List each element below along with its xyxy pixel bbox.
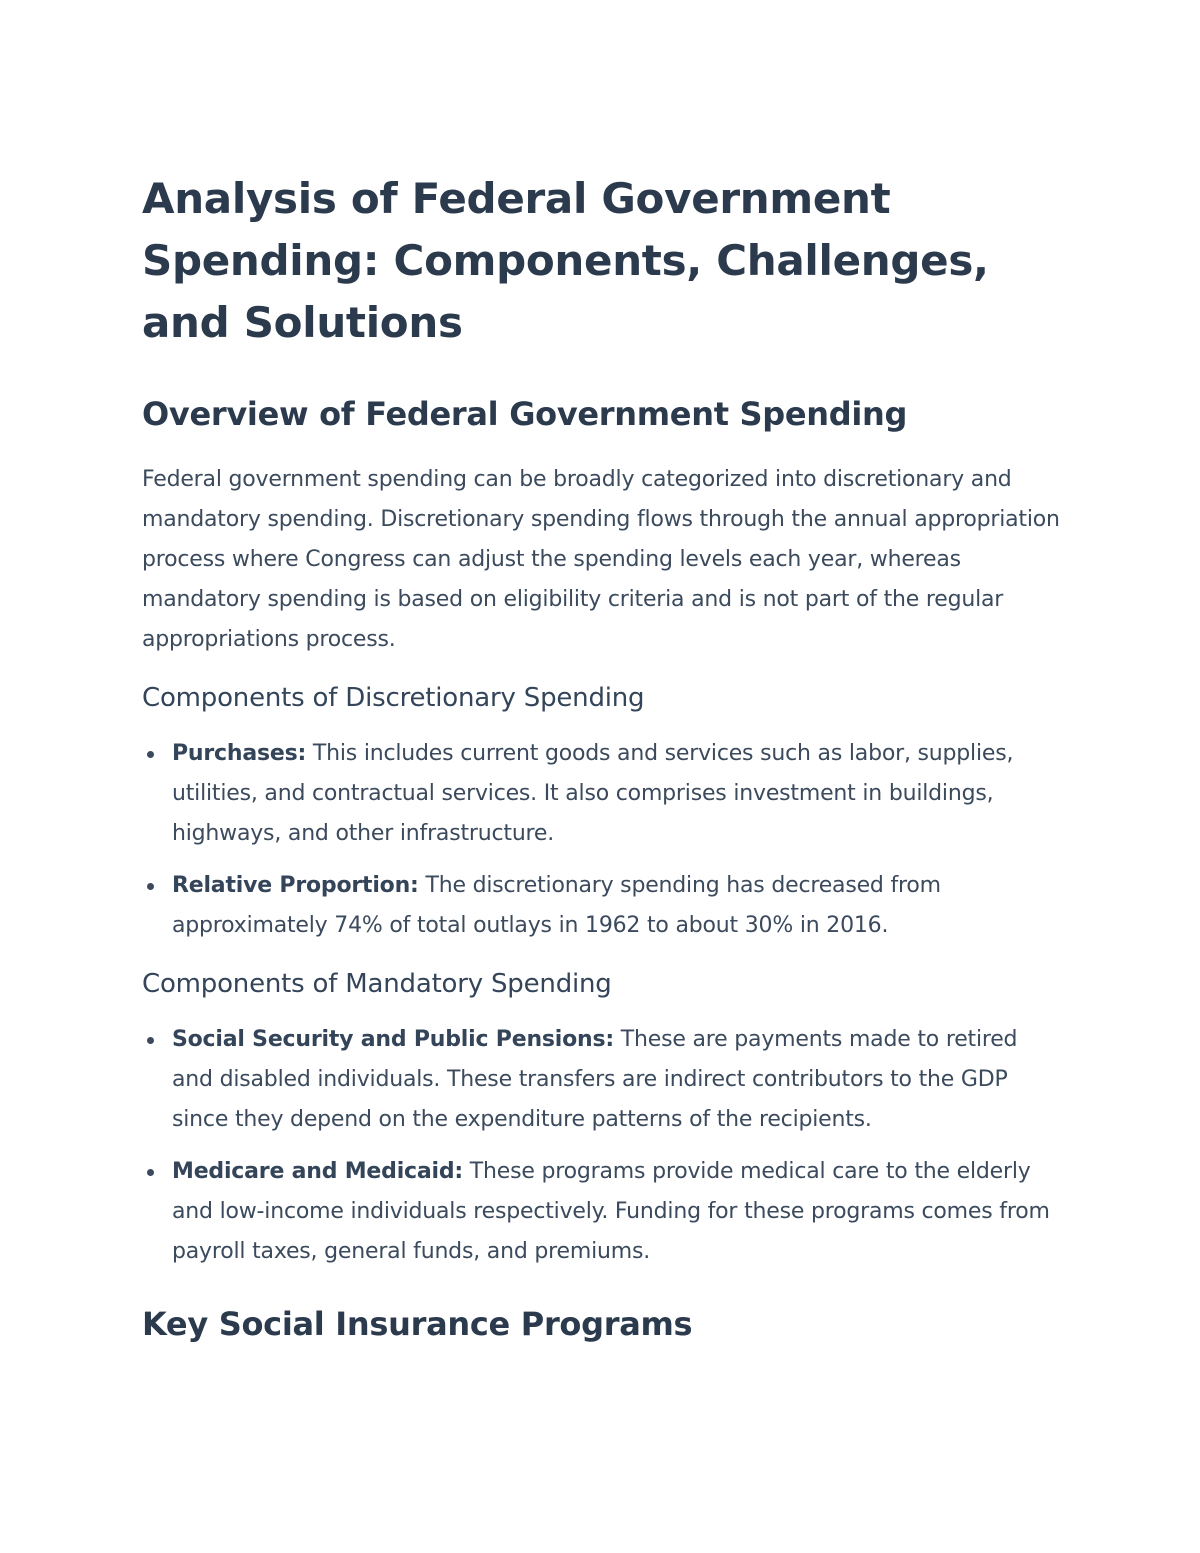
list-item-term: Medicare and Medicaid: — [172, 1159, 464, 1184]
document-page — [142, 168, 1062, 1346]
list-item-text: These are payments made to retired and disabled individuals. These transfers are indirect contributors to the GDP since they depend on the expenditure patterns of the recipients. — [172, 1027, 1018, 1132]
list-item — [172, 866, 1062, 946]
list-item — [172, 734, 1062, 854]
list-item — [172, 1152, 1062, 1272]
list-item-text: The discretionary spending has decreased from approximately 74% of total outlays in 1962 to about 30% in 2016. — [172, 873, 941, 938]
list-item-text: This includes current goods and services such as labor, supplies, utilities, and contractual services. It also comprises investment in buildings, highways, and other infrastructure. — [172, 741, 1014, 846]
subheading-discretionary: Components of Discretionary Spending — [142, 683, 645, 713]
subheading-mandatory: Components of Mandatory Spending — [142, 969, 612, 999]
overview-paragraph: Federal government spending can be broadly categorized into discretionary and mandatory spending. Discretionary spending flows through the annual appropriation process where Congress can adjust the spending levels each year, whereas mandatory spending is based on eligibility criteria and is not part of the regular appropriations process. — [142, 467, 1060, 652]
document-title: Analysis of Federal Government Spending: Components, Challenges, and Solutions — [142, 174, 989, 347]
list-item-term: Purchases: — [172, 741, 307, 766]
list-item-term: Social Security and Public Pensions: — [172, 1027, 615, 1052]
mandatory-list — [142, 1020, 1062, 1272]
discretionary-list — [142, 734, 1062, 946]
section-heading-overview: Overview of Federal Government Spending — [142, 395, 908, 433]
list-item-term: Relative Proportion: — [172, 873, 419, 898]
list-item — [172, 1020, 1062, 1140]
section-heading-social-insurance: Key Social Insurance Programs — [142, 1305, 693, 1343]
list-item-text: These programs provide medical care to the elderly and low-income individuals respectively. Funding for these programs comes from payroll taxes, general funds, and premiums. — [172, 1159, 1050, 1264]
